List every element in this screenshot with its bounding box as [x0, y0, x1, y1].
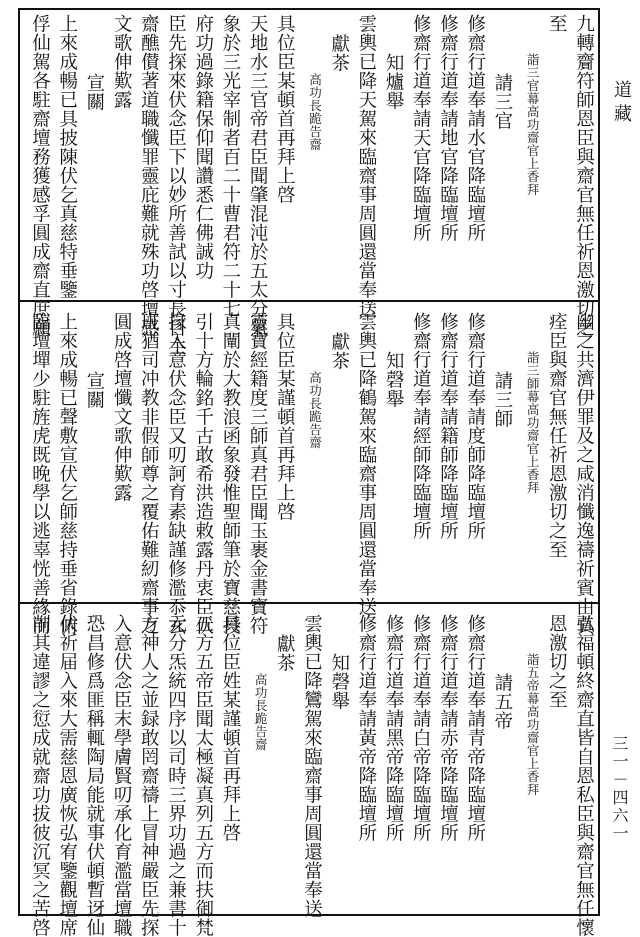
text-column: 雲輿已降鶴駕來臨齋事周圓還當奉送 — [355, 312, 377, 616]
text-column: 臨壇墠少駐旌虎既晚學以逃辜恍善緣而 — [29, 312, 51, 635]
text-column: 齋醮儧著道職懺罪靈庇難就殊功啓壇感 — [138, 14, 160, 337]
page-number: 三一－四六一 — [610, 735, 629, 843]
text-column: 請五帝 — [491, 672, 513, 730]
text-column: 伏祈届入來大需慈恩廣恢弘宥鑒觀壇席 — [56, 614, 78, 937]
text-column: 上來成暢已聲敷宣伏乞師慈持垂省錄俯 — [56, 312, 78, 635]
text-column: 具位臣某謹頓首再拜上啓 — [274, 312, 296, 521]
text-column: 文歌伸歎露 — [111, 14, 133, 109]
text-column: 入意伏念臣末學膚賢叨承化育濫當壇職 — [111, 614, 133, 937]
text-column: 削其違謬之愆成就齋功拔彼沉冥之苦啓 — [29, 614, 51, 937]
text-column: 修齋行道奉請水官降臨壇所 — [464, 14, 486, 242]
text-column: 修齋行道奉請地官降臨壇所 — [437, 14, 459, 242]
text-column: 修齋行道奉請經師降臨壇所 — [410, 312, 432, 540]
text-column: 修齋行道奉請赤帝降臨壇所 — [437, 614, 459, 842]
text-column: 班猶司冲教非假師尊之覆佑難紉齋事之 — [138, 312, 160, 635]
text-column: 天地水三官帝君臣聞肇混沌於五太分氣 — [247, 14, 269, 337]
text-column: 圓成啓壇懺文歌伸歎露 — [111, 312, 133, 502]
text-column: 請三師 — [491, 370, 513, 428]
text-column: 痊臣與齋官無任祈恩激切之至 — [546, 312, 568, 559]
text-column: 修齋行道奉請黃帝降臨壇所 — [355, 614, 377, 842]
panel-divider — [18, 602, 600, 604]
text-column: 臣先探來伏念臣下以妙所善試以寸長目主 — [165, 14, 187, 356]
text-column: 象於三光宰制者百二十曹君符二十七 — [219, 14, 241, 318]
text-panel-top — [22, 14, 596, 356]
panel-divider — [18, 300, 600, 302]
text-column: 九轉齎符師恩臣與齋官無任祈恩激切之 — [573, 14, 595, 337]
text-column: 修齋行道奉請黑帝降臨壇所 — [383, 614, 405, 842]
text-column: 方神人之並録敢罔齋禱上冒神嚴臣先探 — [138, 614, 160, 937]
text-column: 獻茶 — [328, 33, 350, 72]
annotation-column: 高功長跪告齋 — [307, 370, 323, 449]
annotation-column: 詣三師幕高功齋官上香拜 — [525, 351, 541, 494]
text-column: 雲輿已降鸞駕來臨齋事周圓還當奉送 — [301, 614, 323, 918]
text-column: 俘仙駕各駐齋壇務獲感孚圓成齋直庶願 — [29, 14, 51, 337]
annotation-column: 高功長跪告齋 — [253, 672, 269, 751]
text-column: 具位臣姓某謹頓首再拜上啓 — [219, 614, 241, 842]
annotation-column: 高功長跪告齋 — [307, 72, 323, 151]
text-column: 恩激切之至 — [546, 614, 568, 709]
text-column: 幽之共濟伊罪及之咸消懺逸禱祈賓由真 — [573, 312, 595, 635]
text-column: 知磬舉 — [383, 351, 405, 408]
text-column: 知磬舉 — [328, 653, 350, 710]
text-column: 修齋行道奉請青帝降臨壇所 — [464, 614, 486, 842]
text-column: 修齋行道奉請籍師降臨壇所 — [437, 312, 459, 540]
collection-label: 道藏 — [611, 80, 632, 128]
text-column: 至 — [546, 14, 568, 33]
text-panel-middle — [22, 312, 596, 635]
text-column: 上來成暢已具披陳伏乞真慈特垂鑒 — [56, 14, 78, 299]
text-column: 獻茶 — [274, 633, 296, 672]
text-column: 靈寶經籍度三師真君臣聞玉裹金書寶符 — [247, 312, 269, 635]
text-column: 知爐舉 — [383, 53, 405, 110]
text-column: 修齋行道奉請天官降臨壇所 — [410, 14, 432, 242]
text-column: 掾入意伏念臣又叨訶育素缺謹修濫忝玄 — [165, 312, 187, 635]
text-column: 具位臣某頓首再拜上啓 — [274, 14, 296, 204]
text-column: 請三官 — [491, 72, 513, 130]
text-column: 雲輿已降天駕來臨齋事周圓還當奉送 — [355, 14, 377, 318]
text-column: 恐昌修爲匪稱輒陶局能就事伏頓暫迓仙 — [83, 614, 105, 937]
text-column: 真闡於大教浪函象發惟聖師筆於寶慈授 — [219, 312, 241, 635]
text-panel-bottom — [22, 614, 596, 937]
text-column: 修齋行道奉請白帝降臨壇所 — [410, 614, 432, 842]
text-column: 宣關 — [83, 370, 105, 409]
annotation-column: 詣五帝幕高功齋官上香拜 — [525, 653, 541, 796]
text-column: 引十方輪銘千古敢希洪造敕露丹衷臣伏 — [192, 312, 214, 635]
text-column: 修齋行道奉請度師降臨壇所 — [464, 312, 486, 540]
text-column: 五方五帝臣聞太極凝真列五方而扶御梵 — [192, 614, 214, 937]
text-column: 獻茶 — [328, 331, 350, 370]
text-column: 弘福頓終齋直皆自恩私臣與齋官無任懷 — [573, 614, 595, 937]
annotation-column: 詣三官幕高功齋官上香拜 — [525, 53, 541, 196]
text-column: 宣關 — [83, 72, 105, 111]
text-column: 府功過錄籍保仰聞讚悉仁佛誠功 — [192, 14, 214, 280]
text-column: 元分炁統四序以司時三界功過之兼書十 — [165, 614, 187, 937]
